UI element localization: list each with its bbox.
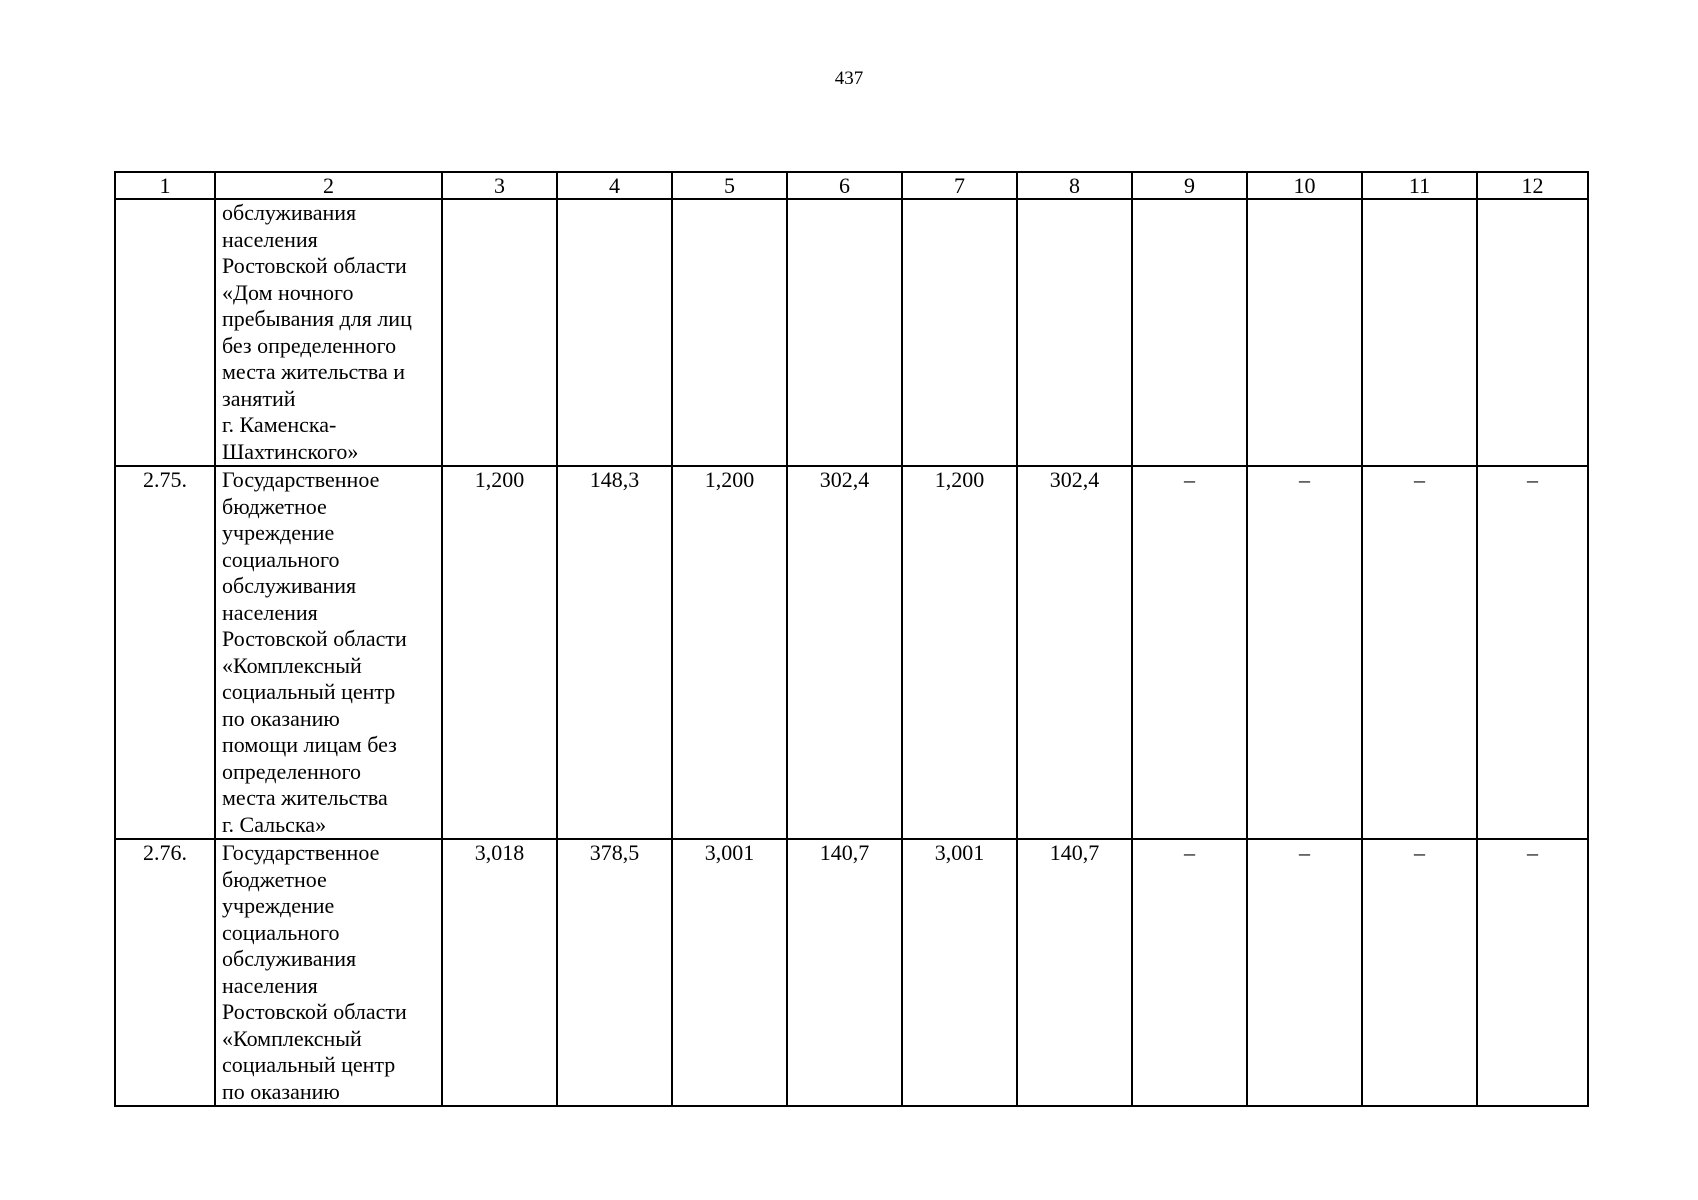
table-row	[115, 199, 1588, 466]
value-cell: 1,200	[902, 466, 1017, 839]
value-cell	[557, 199, 672, 466]
column-header: 6	[787, 172, 902, 199]
value-cell: 3,001	[902, 839, 1017, 1106]
value-cell: 378,5	[557, 839, 672, 1106]
value-cell: –	[1247, 839, 1362, 1106]
value-cell: 3,018	[442, 839, 557, 1106]
column-header: 9	[1132, 172, 1247, 199]
row-number-cell	[115, 199, 215, 466]
column-header: 11	[1362, 172, 1477, 199]
institution-name-cell: обслуживания населения Ростовской области «Дом ночного пребывания для лиц без определенного места жительства и занятий г. Каменска- Шахтинского»	[215, 199, 442, 466]
column-header: 3	[442, 172, 557, 199]
value-cell: –	[1477, 466, 1588, 839]
value-cell	[1477, 199, 1588, 466]
value-cell: 302,4	[1017, 466, 1132, 839]
data-table	[114, 171, 1589, 1107]
page-number: 437	[834, 68, 864, 89]
value-cell: –	[1362, 839, 1477, 1106]
column-header: 2	[215, 172, 442, 199]
column-header: 1	[115, 172, 215, 199]
institution-name-cell: Государственное бюджетное учреждение социального обслуживания населения Ростовской области «Комплексный социальный центр по оказанию помощи лицам без определенного места жительства г. Сальска»	[215, 466, 442, 839]
row-number-cell: 2.75.	[115, 466, 215, 839]
table-row	[115, 466, 1588, 839]
row-number-cell: 2.76.	[115, 839, 215, 1106]
table-row	[115, 839, 1588, 1106]
column-header: 10	[1247, 172, 1362, 199]
column-header: 8	[1017, 172, 1132, 199]
column-header: 12	[1477, 172, 1588, 199]
value-cell: 302,4	[787, 466, 902, 839]
value-cell: –	[1132, 466, 1247, 839]
value-cell	[1132, 199, 1247, 466]
value-cell: 1,200	[442, 466, 557, 839]
value-cell	[442, 199, 557, 466]
value-cell	[1247, 199, 1362, 466]
value-cell	[902, 199, 1017, 466]
value-cell	[1017, 199, 1132, 466]
value-cell: 140,7	[1017, 839, 1132, 1106]
value-cell	[672, 199, 787, 466]
column-header: 5	[672, 172, 787, 199]
value-cell: 148,3	[557, 466, 672, 839]
value-cell: –	[1362, 466, 1477, 839]
value-cell: 1,200	[672, 466, 787, 839]
value-cell	[787, 199, 902, 466]
value-cell: –	[1132, 839, 1247, 1106]
column-header: 7	[902, 172, 1017, 199]
value-cell	[1362, 199, 1477, 466]
value-cell: –	[1477, 839, 1588, 1106]
institution-name-cell: Государственное бюджетное учреждение социального обслуживания населения Ростовской области «Комплексный социальный центр по оказанию	[215, 839, 442, 1106]
value-cell: 140,7	[787, 839, 902, 1106]
column-header: 4	[557, 172, 672, 199]
value-cell: –	[1247, 466, 1362, 839]
value-cell: 3,001	[672, 839, 787, 1106]
header-row	[115, 172, 1588, 199]
